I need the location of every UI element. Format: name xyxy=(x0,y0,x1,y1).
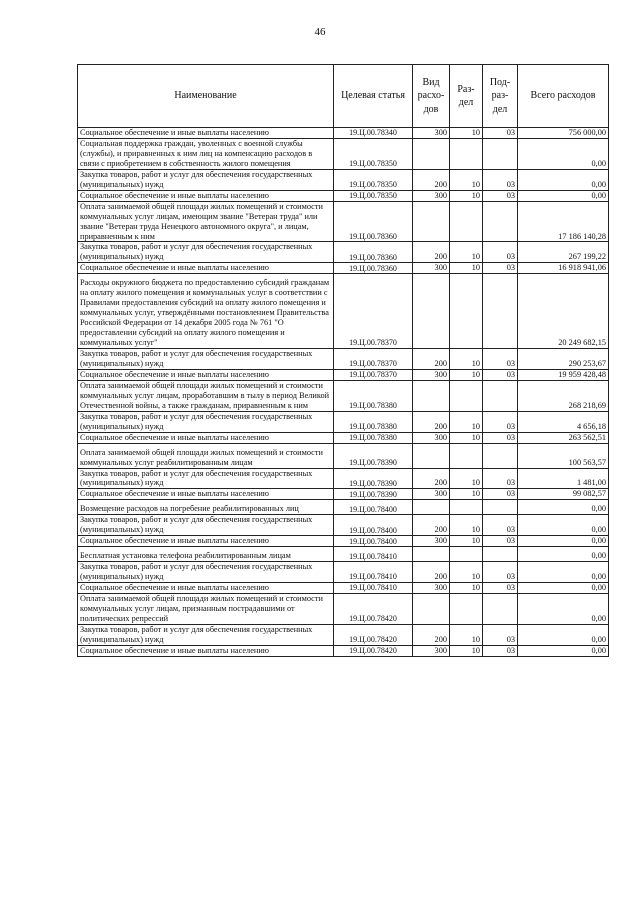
row-target-article-cell: 19.Ц.00.78420 xyxy=(334,593,413,624)
row-expense-type-cell xyxy=(413,443,450,468)
row-expense-type-cell xyxy=(413,547,450,562)
row-total-cell: 0,00 xyxy=(518,515,609,536)
table-row xyxy=(78,443,609,468)
table-row xyxy=(78,128,609,139)
row-total-cell: 263 562,51 xyxy=(518,432,609,443)
row-total-cell: 756 000,00 xyxy=(518,128,609,139)
header-name: Наименование xyxy=(78,65,334,128)
row-expense-type-cell xyxy=(413,593,450,624)
row-section-cell: 10 xyxy=(450,242,483,263)
row-name-cell: Закупка товаров, работ и услуг для обеспечения государственных (муниципальных) нужд xyxy=(78,349,334,370)
table-row xyxy=(78,645,609,656)
row-expense-type-cell: 200 xyxy=(413,411,450,432)
row-name-cell: Социальное обеспечение и иные выплаты населению xyxy=(78,263,334,274)
row-name-cell: Социальное обеспечение и иные выплаты населению xyxy=(78,369,334,380)
row-name-cell: Оплата занимаемой общей площади жилых помещений и стоимости коммунальных услуг лицам, имеющим звание "Ветеран труда" или звание "Ветеран труда Ненецкого автономного округа", и лицам, приравненным к ним xyxy=(78,201,334,242)
row-expense-type-cell xyxy=(413,138,450,169)
table-row xyxy=(78,624,609,645)
row-section-cell xyxy=(450,201,483,242)
row-name-cell: Социальная поддержка граждан, уволенных с военной службы (службы), и приравненных к ним лиц на компенсацию расходов в связи с приобретением в собственность жилого помещения xyxy=(78,138,334,169)
row-target-article-cell: 19.Ц.00.78390 xyxy=(334,443,413,468)
row-section-cell: 10 xyxy=(450,349,483,370)
row-expense-type-cell: 200 xyxy=(413,242,450,263)
row-section-cell: 10 xyxy=(450,515,483,536)
row-subsection-cell: 03 xyxy=(483,583,518,594)
row-target-article-cell: 19.Ц.00.78360 xyxy=(334,201,413,242)
row-target-article-cell: 19.Ц.00.78360 xyxy=(334,263,413,274)
row-total-cell: 19 959 428,48 xyxy=(518,369,609,380)
row-total-cell: 0,00 xyxy=(518,190,609,201)
row-name-cell: Социальное обеспечение и иные выплаты населению xyxy=(78,536,334,547)
row-total-cell: 0,00 xyxy=(518,169,609,190)
row-expense-type-cell: 300 xyxy=(413,263,450,274)
row-subsection-cell xyxy=(483,138,518,169)
row-section-cell: 10 xyxy=(450,536,483,547)
row-total-cell: 267 199,22 xyxy=(518,242,609,263)
table-row xyxy=(78,190,609,201)
row-expense-type-cell xyxy=(413,500,450,515)
row-subsection-cell: 03 xyxy=(483,562,518,583)
row-name-cell: Закупка товаров, работ и услуг для обеспечения государственных (муниципальных) нужд xyxy=(78,468,334,489)
row-section-cell: 10 xyxy=(450,263,483,274)
row-total-cell: 0,00 xyxy=(518,547,609,562)
table-row xyxy=(78,380,609,411)
header-subsection: Под-раз-дел xyxy=(483,65,518,128)
table-row xyxy=(78,562,609,583)
row-subsection-cell: 03 xyxy=(483,242,518,263)
row-total-cell: 0,00 xyxy=(518,138,609,169)
row-subsection-cell xyxy=(483,274,518,349)
row-total-cell: 268 218,69 xyxy=(518,380,609,411)
row-subsection-cell xyxy=(483,201,518,242)
row-expense-type-cell: 300 xyxy=(413,432,450,443)
row-expense-type-cell: 200 xyxy=(413,515,450,536)
row-section-cell xyxy=(450,547,483,562)
row-name-cell: Оплата занимаемой общей площади жилых помещений и стоимости коммунальных услуг лицам, признанным пострадавшими от политических репрессий xyxy=(78,593,334,624)
row-total-cell: 20 249 682,15 xyxy=(518,274,609,349)
row-name-cell: Закупка товаров, работ и услуг для обеспечения государственных (муниципальных) нужд xyxy=(78,169,334,190)
row-expense-type-cell xyxy=(413,380,450,411)
row-name-cell: Социальное обеспечение и иные выплаты населению xyxy=(78,583,334,594)
row-expense-type-cell: 200 xyxy=(413,349,450,370)
row-expense-type-cell: 300 xyxy=(413,645,450,656)
row-section-cell xyxy=(450,443,483,468)
table-row xyxy=(78,411,609,432)
table-row xyxy=(78,547,609,562)
row-subsection-cell: 03 xyxy=(483,349,518,370)
row-name-cell: Оплата занимаемой общей площади жилых помещений и стоимости коммунальных услуг лицам, проработавшим в тылу в период Великой Отечественной войны, а также гражданам, приравненным к ним xyxy=(78,380,334,411)
row-name-cell: Закупка товаров, работ и услуг для обеспечения государственных (муниципальных) нужд xyxy=(78,562,334,583)
row-total-cell: 290 253,67 xyxy=(518,349,609,370)
header-section: Раз-дел xyxy=(450,65,483,128)
row-total-cell: 4 656,18 xyxy=(518,411,609,432)
row-target-article-cell: 19.Ц.00.78400 xyxy=(334,515,413,536)
row-section-cell xyxy=(450,500,483,515)
row-subsection-cell: 03 xyxy=(483,536,518,547)
row-section-cell: 10 xyxy=(450,128,483,139)
table-row xyxy=(78,138,609,169)
row-section-cell: 10 xyxy=(450,583,483,594)
row-section-cell: 10 xyxy=(450,411,483,432)
row-expense-type-cell xyxy=(413,201,450,242)
row-expense-type-cell: 300 xyxy=(413,128,450,139)
row-expense-type-cell: 300 xyxy=(413,190,450,201)
table-row xyxy=(78,468,609,489)
row-subsection-cell: 03 xyxy=(483,624,518,645)
row-subsection-cell: 03 xyxy=(483,369,518,380)
row-subsection-cell xyxy=(483,547,518,562)
budget-table xyxy=(77,64,609,657)
row-total-cell: 99 082,57 xyxy=(518,489,609,500)
table-row xyxy=(78,593,609,624)
row-target-article-cell: 19.Ц.00.78400 xyxy=(334,536,413,547)
row-subsection-cell: 03 xyxy=(483,489,518,500)
row-subsection-cell: 03 xyxy=(483,468,518,489)
row-subsection-cell: 03 xyxy=(483,515,518,536)
table-row xyxy=(78,536,609,547)
row-target-article-cell: 19.Ц.00.78410 xyxy=(334,562,413,583)
row-section-cell: 10 xyxy=(450,369,483,380)
row-subsection-cell: 03 xyxy=(483,432,518,443)
row-target-article-cell: 19.Ц.00.78390 xyxy=(334,489,413,500)
table-body xyxy=(78,128,609,657)
row-target-article-cell: 19.Ц.00.78410 xyxy=(334,547,413,562)
row-total-cell: 0,00 xyxy=(518,583,609,594)
row-subsection-cell xyxy=(483,443,518,468)
row-target-article-cell: 19.Ц.00.78380 xyxy=(334,411,413,432)
table-row xyxy=(78,349,609,370)
row-target-article-cell: 19.Ц.00.78350 xyxy=(334,138,413,169)
row-section-cell xyxy=(450,138,483,169)
row-name-cell: Расходы окружного бюджета по предоставлению субсидий гражданам на оплату жилого помещения и коммунальных услуг в соответствии с Правилами предоставления субсидий на оплату жилого помещения и коммунальных услуг, утверждёнными постановлением Правительства Российской Федерации от 14 декабря 2005 года № 761 "О предоставлении субсидий на оплату жилого помещения и коммунальных услуг" xyxy=(78,274,334,349)
row-expense-type-cell: 200 xyxy=(413,624,450,645)
row-subsection-cell: 03 xyxy=(483,645,518,656)
row-target-article-cell: 19.Ц.00.78380 xyxy=(334,432,413,443)
row-subsection-cell: 03 xyxy=(483,169,518,190)
table-row xyxy=(78,515,609,536)
row-subsection-cell: 03 xyxy=(483,411,518,432)
table-row xyxy=(78,242,609,263)
table-row xyxy=(78,263,609,274)
row-name-cell: Закупка товаров, работ и услуг для обеспечения государственных (муниципальных) нужд xyxy=(78,624,334,645)
row-subsection-cell: 03 xyxy=(483,128,518,139)
row-target-article-cell: 19.Ц.00.78410 xyxy=(334,583,413,594)
row-section-cell: 10 xyxy=(450,489,483,500)
row-section-cell: 10 xyxy=(450,645,483,656)
row-name-cell: Закупка товаров, работ и услуг для обеспечения государственных (муниципальных) нужд xyxy=(78,411,334,432)
table-row xyxy=(78,274,609,349)
row-section-cell: 10 xyxy=(450,562,483,583)
row-subsection-cell: 03 xyxy=(483,190,518,201)
row-total-cell: 0,00 xyxy=(518,562,609,583)
table-row xyxy=(78,169,609,190)
row-target-article-cell: 19.Ц.00.78420 xyxy=(334,645,413,656)
table-row xyxy=(78,369,609,380)
row-total-cell: 17 186 140,28 xyxy=(518,201,609,242)
row-section-cell: 10 xyxy=(450,468,483,489)
row-subsection-cell xyxy=(483,380,518,411)
row-total-cell: 16 918 941,06 xyxy=(518,263,609,274)
row-section-cell: 10 xyxy=(450,169,483,190)
table-row xyxy=(78,583,609,594)
row-total-cell: 100 563,57 xyxy=(518,443,609,468)
row-target-article-cell: 19.Ц.00.78370 xyxy=(334,274,413,349)
row-total-cell: 0,00 xyxy=(518,536,609,547)
row-section-cell xyxy=(450,593,483,624)
table-row xyxy=(78,432,609,443)
row-name-cell: Бесплатная установка телефона реабилитированным лицам xyxy=(78,547,334,562)
row-section-cell: 10 xyxy=(450,432,483,443)
row-name-cell: Социальное обеспечение и иные выплаты населению xyxy=(78,190,334,201)
row-section-cell: 10 xyxy=(450,190,483,201)
row-target-article-cell: 19.Ц.00.78370 xyxy=(334,349,413,370)
row-target-article-cell: 19.Ц.00.78420 xyxy=(334,624,413,645)
row-subsection-cell xyxy=(483,593,518,624)
table-row xyxy=(78,489,609,500)
row-name-cell: Возмещение расходов на погребение реабилитированных лиц xyxy=(78,500,334,515)
row-subsection-cell xyxy=(483,500,518,515)
row-name-cell: Оплата занимаемой общей площади жилых помещений и стоимости коммунальных услуг реабилитированным лицам xyxy=(78,443,334,468)
header-expense-type: Вид расхо-дов xyxy=(413,65,450,128)
row-target-article-cell: 19.Ц.00.78360 xyxy=(334,242,413,263)
row-name-cell: Закупка товаров, работ и услуг для обеспечения государственных (муниципальных) нужд xyxy=(78,515,334,536)
row-total-cell: 0,00 xyxy=(518,624,609,645)
row-total-cell: 0,00 xyxy=(518,645,609,656)
row-expense-type-cell: 200 xyxy=(413,169,450,190)
header-total-expenses: Всего расходов xyxy=(518,65,609,128)
row-total-cell: 0,00 xyxy=(518,500,609,515)
row-expense-type-cell: 200 xyxy=(413,562,450,583)
table-row xyxy=(78,500,609,515)
row-expense-type-cell: 300 xyxy=(413,583,450,594)
row-target-article-cell: 19.Ц.00.78400 xyxy=(334,500,413,515)
table-row xyxy=(78,201,609,242)
row-subsection-cell: 03 xyxy=(483,263,518,274)
row-expense-type-cell: 300 xyxy=(413,536,450,547)
row-target-article-cell: 19.Ц.00.78340 xyxy=(334,128,413,139)
row-expense-type-cell: 300 xyxy=(413,369,450,380)
row-name-cell: Социальное обеспечение и иные выплаты населению xyxy=(78,432,334,443)
row-target-article-cell: 19.Ц.00.78380 xyxy=(334,380,413,411)
page-number: 46 xyxy=(314,26,326,38)
row-name-cell: Закупка товаров, работ и услуг для обеспечения государственных (муниципальных) нужд xyxy=(78,242,334,263)
header-target-article: Целевая статья xyxy=(334,65,413,128)
row-target-article-cell: 19.Ц.00.78350 xyxy=(334,169,413,190)
row-target-article-cell: 19.Ц.00.78370 xyxy=(334,369,413,380)
row-expense-type-cell xyxy=(413,274,450,349)
row-section-cell xyxy=(450,274,483,349)
row-expense-type-cell: 300 xyxy=(413,489,450,500)
row-section-cell: 10 xyxy=(450,624,483,645)
row-name-cell: Социальное обеспечение и иные выплаты населению xyxy=(78,645,334,656)
row-total-cell: 0,00 xyxy=(518,593,609,624)
row-expense-type-cell: 200 xyxy=(413,468,450,489)
row-name-cell: Социальное обеспечение и иные выплаты населению xyxy=(78,489,334,500)
row-name-cell: Социальное обеспечение и иные выплаты населению xyxy=(78,128,334,139)
row-target-article-cell: 19.Ц.00.78350 xyxy=(334,190,413,201)
table-header-row xyxy=(78,65,609,128)
row-total-cell: 1 481,00 xyxy=(518,468,609,489)
row-section-cell xyxy=(450,380,483,411)
row-target-article-cell: 19.Ц.00.78390 xyxy=(334,468,413,489)
